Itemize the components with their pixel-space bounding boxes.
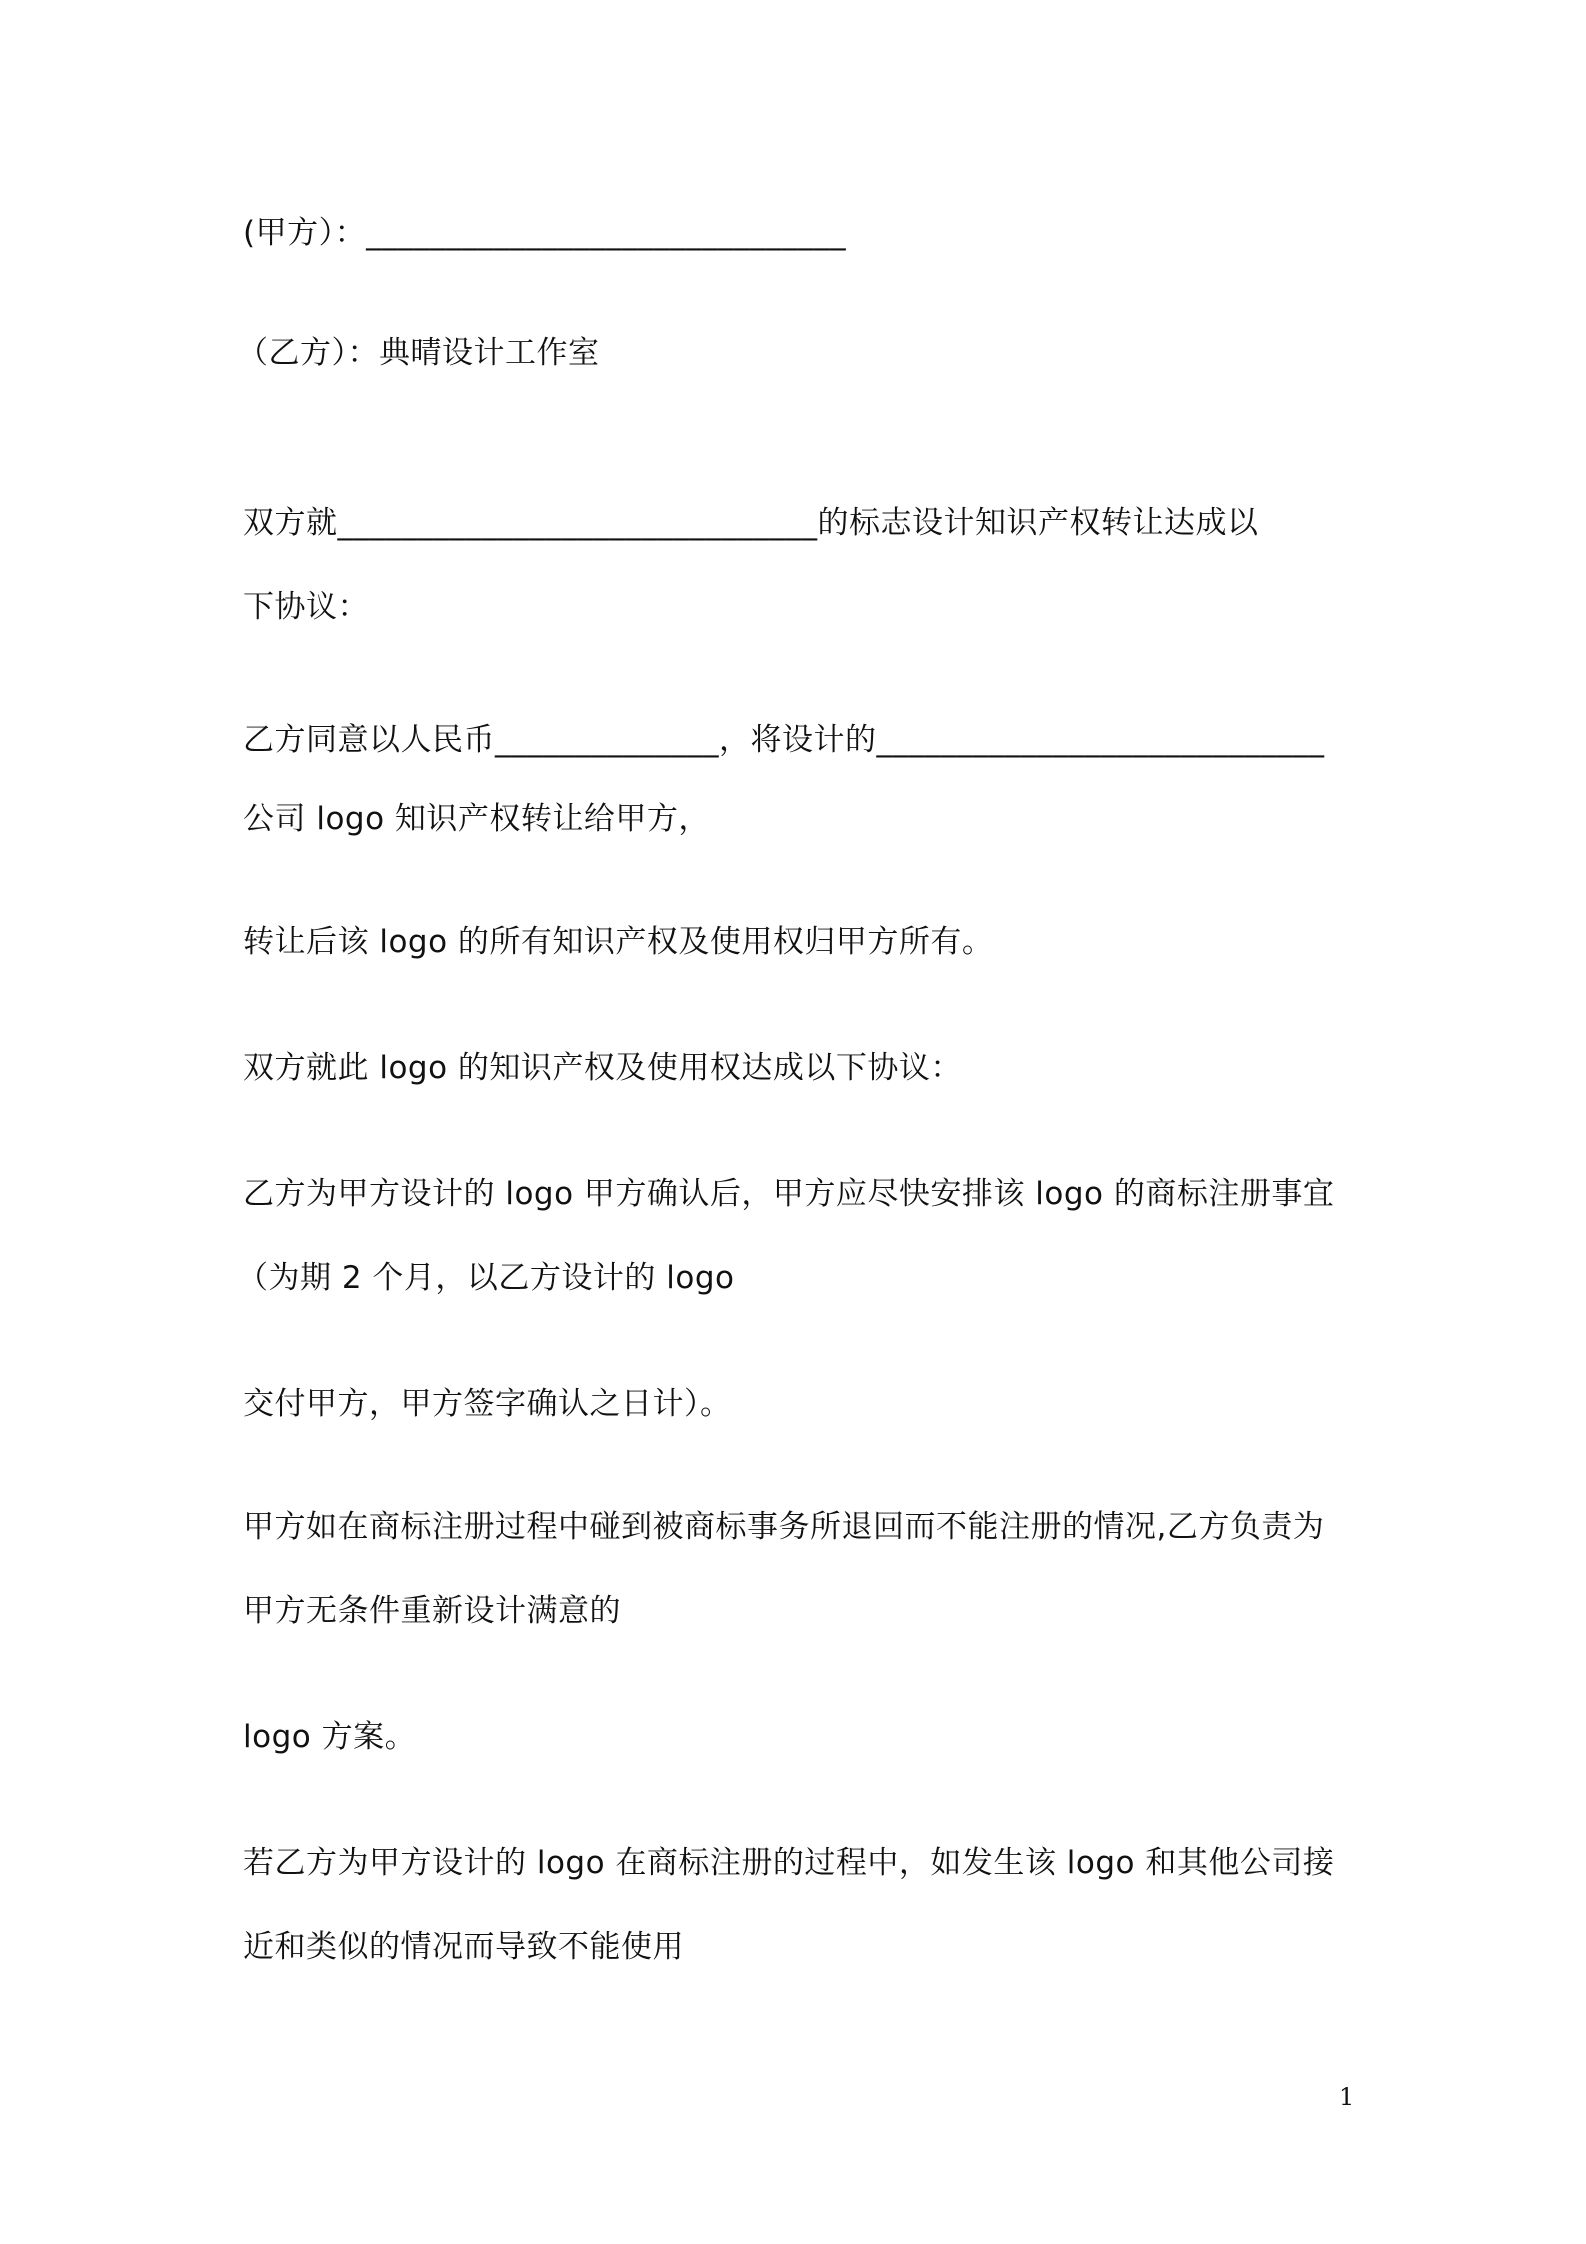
clause-4-line-2: （为期 2 个月，以乙方设计的 logo: [237, 1260, 735, 1296]
page-number: 1: [1339, 2083, 1355, 2111]
clause-4-line-3: 交付甲方，甲方签字确认之日计）。: [243, 1386, 732, 1422]
clause-1-line-1: 乙方同意以人民币______________，将设计的____________________________: [243, 722, 1325, 758]
clause-2: 转让后该 logo 的所有知识产权及使用权归甲方所有。: [243, 924, 994, 960]
party-a-line: (甲方）：______________________________: [243, 215, 847, 251]
clause-4-line-1: 乙方为甲方设计的 logo 甲方确认后，甲方应尽快安排该 logo 的商标注册事宜: [243, 1176, 1335, 1212]
party-b-line: （乙方）：典晴设计工作室: [237, 335, 600, 371]
clause-5-line-2: 甲方无条件重新设计满意的: [243, 1593, 621, 1629]
clause-3: 双方就此 logo 的知识产权及使用权达成以下协议：: [243, 1050, 962, 1086]
intro-line-2: 下协议：: [243, 589, 369, 625]
clause-1-line-2: 公司 logo 知识产权转让给甲方，: [243, 801, 710, 837]
clause-5-line-1: 甲方如在商标注册过程中碰到被商标事务所退回而不能注册的情况,乙方负责为: [243, 1509, 1325, 1545]
clause-6-line-2: 近和类似的情况而导致不能使用: [243, 1929, 684, 1965]
clause-5-line-3: logo 方案。: [243, 1719, 417, 1755]
intro-line-1: 双方就______________________________的标志设计知识产权转让达成以: [243, 505, 1259, 541]
clause-6-line-1: 若乙方为甲方设计的 logo 在商标注册的过程中，如发生该 logo 和其他公司接: [243, 1845, 1335, 1881]
